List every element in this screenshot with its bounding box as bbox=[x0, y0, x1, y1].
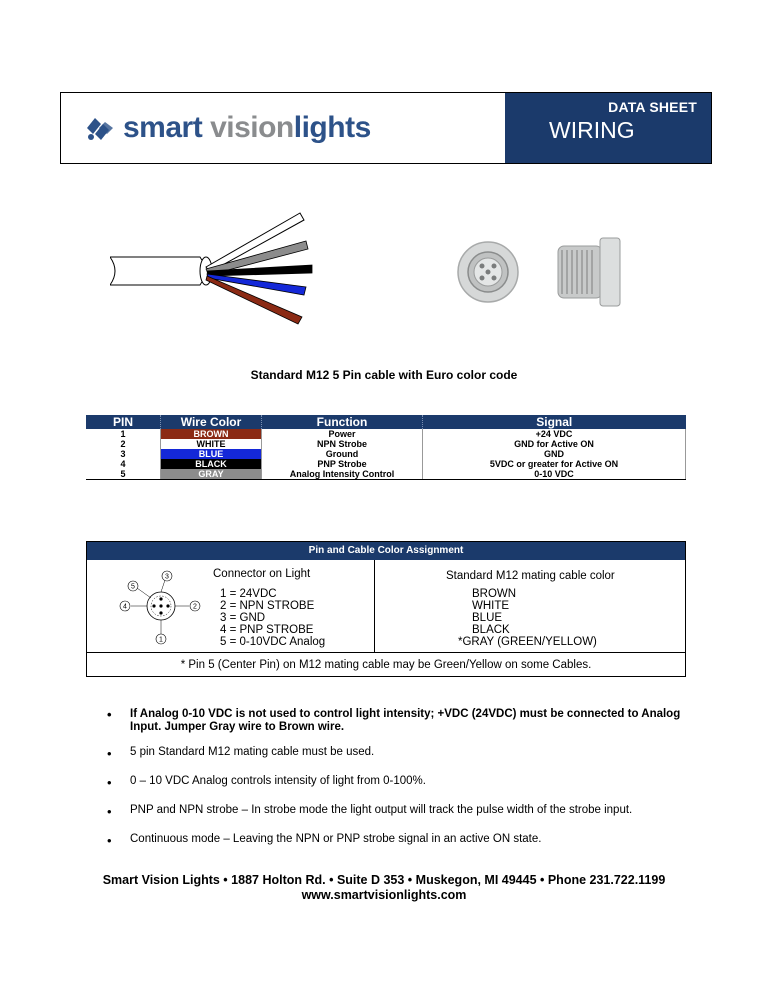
table-row bbox=[86, 459, 686, 469]
function-cell: Power bbox=[262, 429, 423, 439]
mating-cable-panel bbox=[374, 560, 685, 652]
assignment-note: * Pin 5 (Center Pin) on M12 mating cable may be Green/Yellow on some Cables. bbox=[87, 652, 685, 677]
wire-color-cell: BLUE bbox=[161, 449, 262, 459]
footer bbox=[0, 873, 768, 903]
assignment-box bbox=[86, 541, 686, 677]
diagram-label: 4 bbox=[123, 603, 127, 611]
list-item: 2 = NPN STROBE bbox=[220, 600, 315, 612]
table-header-row bbox=[86, 415, 686, 429]
title-block bbox=[505, 93, 711, 163]
connector-illustration bbox=[440, 232, 630, 312]
connector-title: Connector on Light bbox=[213, 568, 311, 580]
signal-cell: 0-10 VDC bbox=[423, 469, 686, 480]
col-header-wire-color: Wire Color bbox=[161, 415, 262, 429]
connector-panel bbox=[87, 560, 375, 652]
list-item: • Continuous mode – Leaving the NPN or PNP strobe signal in an active ON state. bbox=[107, 833, 687, 862]
function-cell: Ground bbox=[262, 449, 423, 459]
diagram-label: 1 bbox=[159, 636, 163, 644]
pin-table bbox=[86, 415, 686, 480]
notes-list bbox=[107, 708, 687, 862]
wire-color-cell: WHITE bbox=[161, 439, 262, 449]
connector-pinout-diagram bbox=[113, 566, 205, 648]
pin-map-list bbox=[220, 588, 325, 648]
list-item: • 5 pin Standard M12 mating cable must be used. bbox=[107, 746, 687, 775]
pin-cell: 1 bbox=[120, 429, 126, 439]
footer-address: Smart Vision Lights • 1887 Holton Rd. • Suite D 353 • Muskegon, MI 49445 • Phone 231.722.1199 bbox=[102, 873, 666, 887]
doc-type-label: DATA SHEET bbox=[608, 99, 697, 115]
logo-word-vision: vision bbox=[210, 111, 294, 144]
wire-color-cell: BLACK bbox=[161, 459, 262, 469]
signal-cell: GND for Active ON bbox=[423, 439, 686, 449]
list-item: BLUE bbox=[472, 612, 503, 624]
table-row bbox=[86, 449, 686, 459]
cable-illustration bbox=[110, 205, 320, 335]
list-item: • PNP and NPN strobe – In strobe mode the light output will track the pulse width of the strobe input. bbox=[107, 804, 687, 833]
logo-word-lights: lights bbox=[293, 111, 371, 144]
wire-color-cell: GRAY bbox=[161, 469, 262, 480]
list-item: • 0 – 10 VDC Analog controls intensity of light from 0-100%. bbox=[107, 775, 687, 804]
doc-title: WIRING bbox=[549, 117, 635, 143]
list-item: WHITE bbox=[472, 600, 510, 612]
list-item: 5 = 0-10VDC Analog bbox=[220, 636, 326, 648]
table-row bbox=[86, 469, 686, 480]
list-item: 4 = PNP STROBE bbox=[220, 624, 314, 636]
function-cell: NPN Strobe bbox=[262, 439, 423, 449]
cable-caption: Standard M12 5 Pin cable with Euro color code bbox=[250, 368, 518, 382]
logo-area bbox=[61, 93, 505, 163]
diagram-label: 5 bbox=[131, 583, 135, 591]
signal-cell: GND bbox=[423, 449, 686, 459]
assignment-title: Pin and Cable Color Assignment bbox=[87, 542, 685, 560]
mating-color-list bbox=[458, 588, 597, 648]
col-header-pin: PIN bbox=[86, 415, 161, 429]
list-item: 1 = 24VDC bbox=[220, 588, 277, 600]
col-header-signal: Signal bbox=[423, 415, 686, 429]
diagram-label: 3 bbox=[165, 573, 169, 581]
list-item: *GRAY (GREEN/YELLOW) bbox=[458, 636, 597, 648]
pin-cell: 3 bbox=[120, 449, 126, 459]
mating-title: Standard M12 mating cable color bbox=[446, 570, 615, 582]
pin-cell: 2 bbox=[120, 439, 126, 449]
list-item: BROWN bbox=[472, 588, 517, 600]
pin-cell: 4 bbox=[120, 459, 126, 469]
function-cell: Analog Intensity Control bbox=[262, 469, 423, 480]
diagram-label: 2 bbox=[193, 603, 197, 611]
logo-wordmark bbox=[123, 111, 371, 145]
pin-cell: 5 bbox=[86, 469, 161, 480]
logo-mark-icon bbox=[83, 113, 117, 143]
company-logo bbox=[83, 111, 371, 145]
logo-word-smart: smart bbox=[123, 111, 203, 144]
col-header-function: Function bbox=[262, 415, 423, 429]
list-item: 3 = GND bbox=[220, 612, 266, 624]
table-row bbox=[86, 429, 686, 439]
footer-website: www.smartvisionlights.com bbox=[301, 888, 467, 902]
signal-cell: 5VDC or greater for Active ON bbox=[423, 459, 686, 469]
header-banner bbox=[60, 92, 712, 164]
wire-color-cell: BROWN bbox=[161, 429, 262, 439]
list-item: BLACK bbox=[472, 624, 510, 636]
list-item: • If Analog 0-10 VDC is not used to control light intensity; +VDC (24VDC) must be connected to Analog Input. Jumper Gray wire to Brown wire. bbox=[107, 708, 687, 746]
signal-cell: +24 VDC bbox=[423, 429, 686, 439]
table-row bbox=[86, 439, 686, 449]
function-cell: PNP Strobe bbox=[262, 459, 423, 469]
